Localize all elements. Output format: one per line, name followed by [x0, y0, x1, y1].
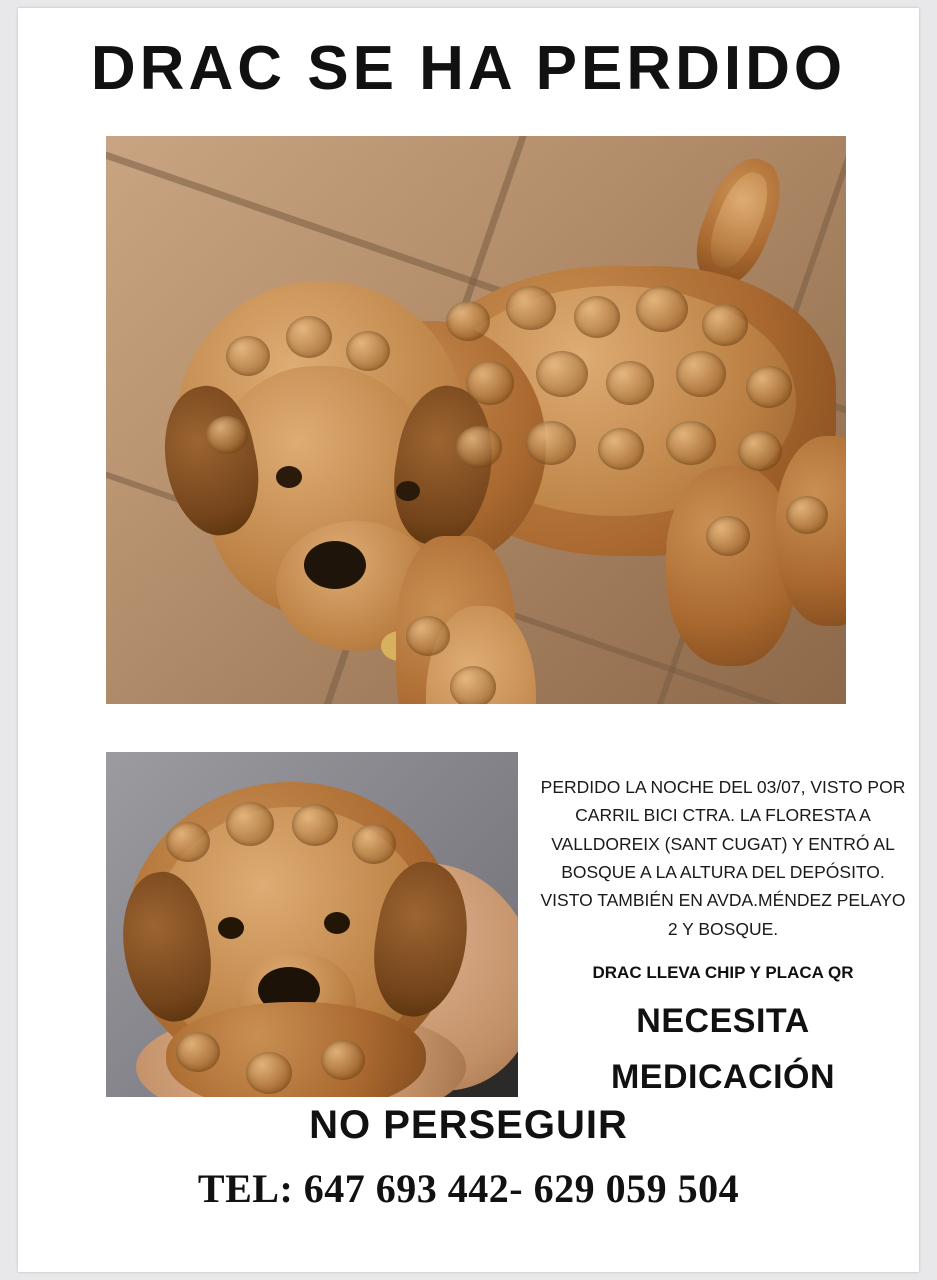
description-text: PERDIDO LA NOCHE DEL 03/07, VISTO POR CARRIL BICI CTRA. LA FLORESTA A VALLDOREIX (SANT CUGAT) Y ENTRÓ AL BOSQUE A LA ALTURA DEL DEPÓSITO. VISTO TAMBIÉN EN AVDA.MÉNDEZ PELAYO 2 Y BOSQUE. [540, 777, 906, 939]
page-title: DRAC SE HA PERDIDO [90, 34, 847, 103]
dog-figure [106, 136, 846, 704]
chip-note: DRAC LLEVA CHIP Y PLACA QR [592, 963, 854, 982]
medication-line-1: NECESITA [636, 1002, 810, 1040]
medication-notice [538, 993, 908, 1105]
medication-line-2: MEDICACIÓN [610, 1058, 836, 1097]
poster-sheet [18, 8, 919, 1272]
do-not-chase-notice: NO PERSEGUIR [309, 1103, 628, 1147]
lost-dog-photo-held [106, 752, 518, 1097]
contact-phone: TEL: 647 693 442- 629 059 504 [197, 1166, 740, 1211]
dog-figure [106, 752, 518, 1097]
lost-dog-photo-standing [106, 136, 846, 704]
